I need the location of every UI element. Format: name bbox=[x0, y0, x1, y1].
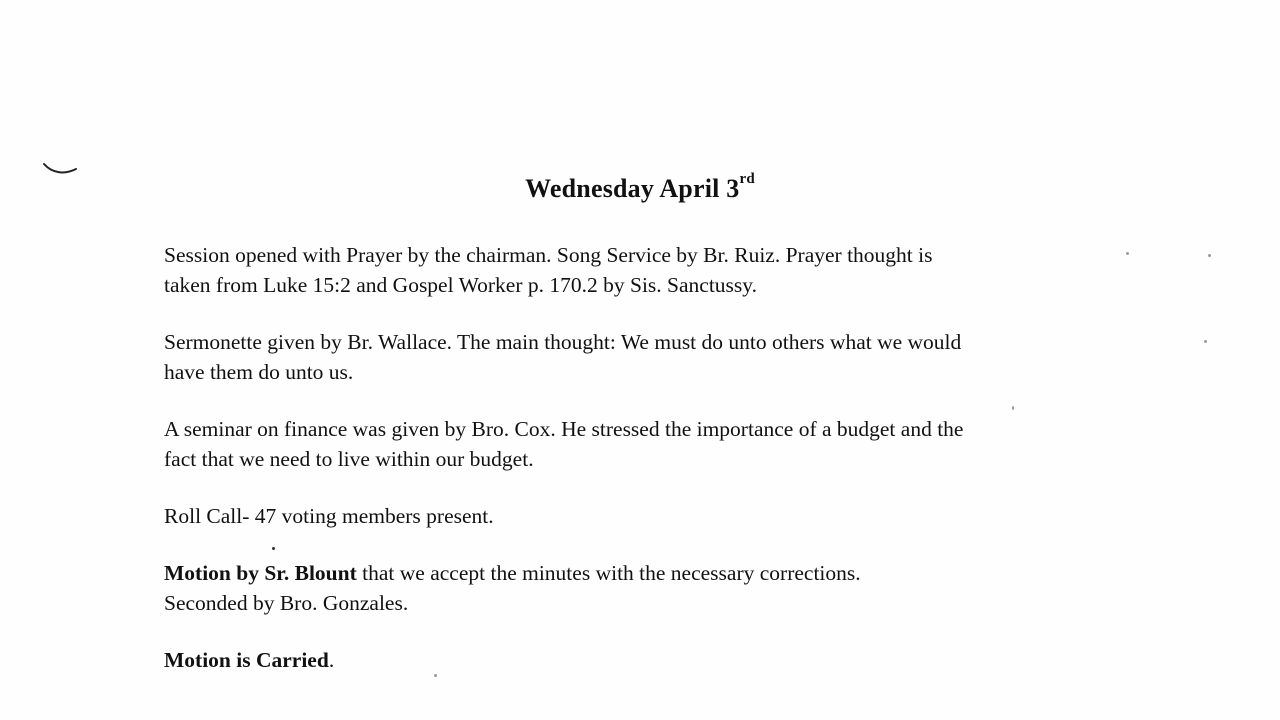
scan-speck bbox=[1204, 340, 1207, 343]
paragraph-opening bbox=[164, 240, 1154, 300]
title-text: Wednesday April 3 bbox=[525, 174, 740, 203]
result-line bbox=[164, 645, 1154, 675]
scan-speck bbox=[1126, 252, 1129, 255]
motion-rest: that we accept the minutes with the necessary corrections. bbox=[356, 561, 861, 585]
result-tail: . bbox=[328, 648, 335, 672]
scan-speck bbox=[1012, 406, 1014, 410]
motion-line bbox=[164, 558, 1154, 588]
seconded-line: Seconded by Bro. Gonzales. bbox=[164, 591, 409, 615]
scan-speck bbox=[272, 547, 275, 550]
text-line: taken from Luke 15:2 and Gospel Worker p. 170.2 by Sis. Sanctussy. bbox=[164, 273, 758, 297]
scan-speck bbox=[434, 674, 437, 677]
paragraph-result bbox=[164, 645, 1154, 675]
result-text: Motion is Carried bbox=[164, 648, 329, 672]
text-line: Roll Call- 47 voting members present. bbox=[164, 504, 494, 528]
paragraph-motion bbox=[164, 558, 1154, 618]
page-title bbox=[0, 171, 1280, 204]
motion-lead: Motion by Sr. Blount bbox=[164, 561, 357, 585]
title-suffix: rd bbox=[739, 171, 755, 188]
text-line: A seminar on finance was given by Bro. Cox. He stressed the importance of a budget and the bbox=[164, 417, 964, 441]
text-line: have them do unto us. bbox=[164, 360, 354, 384]
text-line: Session opened with Prayer by the chairman. Song Service by Br. Ruiz. Prayer thought is bbox=[164, 243, 933, 267]
paragraph-seminar bbox=[164, 414, 1154, 474]
text-line: fact that we need to live within our budget. bbox=[164, 447, 534, 471]
minutes-body bbox=[164, 240, 1154, 702]
scan-speck bbox=[1208, 254, 1211, 257]
paragraph-roll-call bbox=[164, 501, 1154, 531]
paragraph-sermonette bbox=[164, 327, 1154, 387]
text-line: Sermonette given by Br. Wallace. The main thought: We must do unto others what we would bbox=[164, 330, 962, 354]
